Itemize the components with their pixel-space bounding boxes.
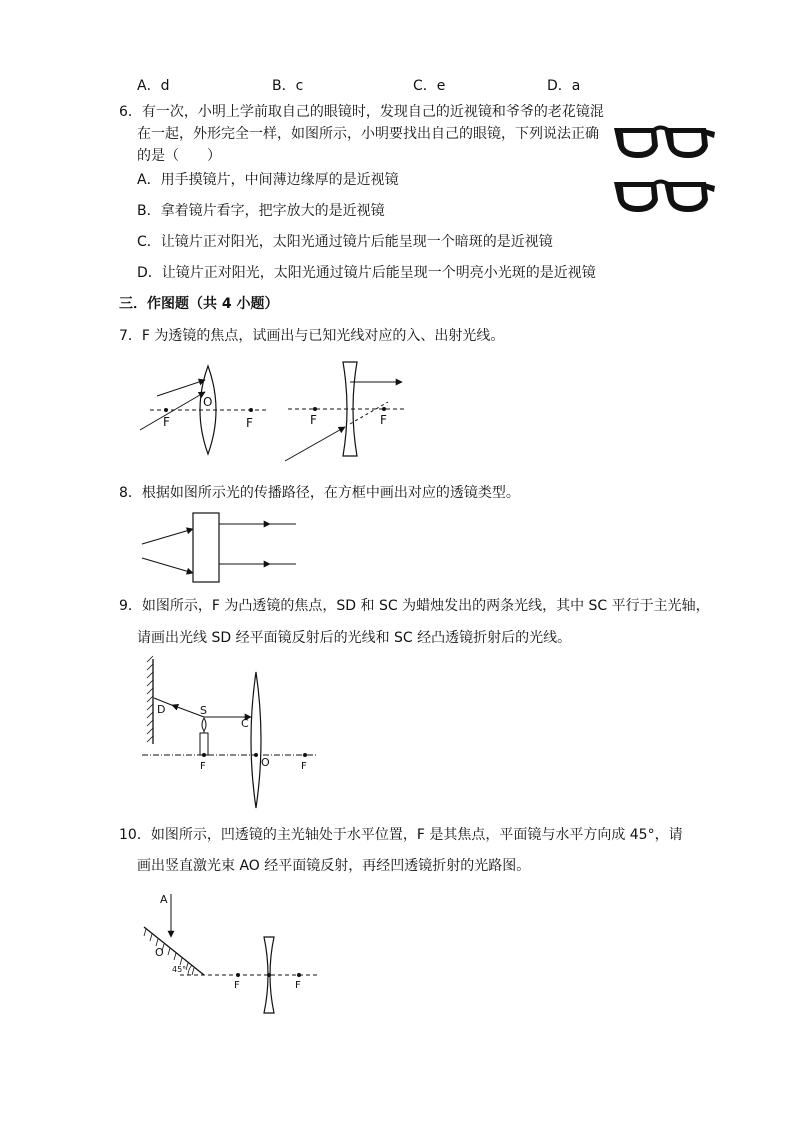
q9-stem-line-2: 请画出光线 SD 经平面镜反射后的光线和 SC 经凸透镜折射后的光线。: [137, 630, 572, 646]
q6-option-d: D．让镜片正对阳光，太阳光通过镜片后能呈现一个明亮小光斑的是近视镜: [137, 265, 596, 281]
q8-incoming-ray-1: [142, 529, 193, 544]
q9-candle-flame: [202, 718, 206, 731]
q6-stem-line-1: 6．有一次，小明上学前取自己的眼镜时，发现自己的近视镜和爷爷的老花镜混: [119, 104, 604, 120]
q9-focus-left: [202, 753, 206, 757]
q7-concave-label-f-right: F: [380, 413, 387, 427]
q7-figure-concave-lens: [280, 360, 410, 465]
q9-focus-right: [303, 753, 307, 757]
q9-convex-lens: [251, 672, 261, 808]
q9-label-f-left: F: [200, 761, 206, 772]
q10-stem-line-1: 10．如图所示，凹透镜的主光轴处于水平位置，F 是其焦点，平面镜与水平方向成 45°，请: [119, 827, 683, 843]
q10-mirror-hatching: [144, 929, 194, 975]
q9-label-f-right: F: [301, 761, 307, 772]
q7-convex-focus-right: [249, 408, 253, 412]
q9-optical-center: [254, 753, 258, 757]
glasses-image-top: [612, 120, 716, 164]
q8-lens-box: [193, 513, 219, 582]
q10-focus-left: [236, 973, 240, 977]
section-3-title: 三．作图题（共 4 小题）: [119, 296, 279, 312]
q10-label-a: A: [160, 893, 168, 906]
q7-convex-ray-2: [140, 392, 205, 430]
q7-convex-focus-left: [164, 408, 168, 412]
q10-label-f-right: F: [295, 980, 301, 991]
q6-option-a: A．用手摸镜片，中间薄边缘厚的是近视镜: [137, 172, 399, 188]
q6-stem-line-2: 在一起，外形完全一样，如图所示，小明要找出自己的眼镜，下列说法正确: [137, 126, 599, 142]
q6-stem-line-3: 的是（ ）: [137, 148, 221, 164]
q7-convex-label-f-right: F: [246, 416, 253, 430]
q10-label-f-left: F: [234, 980, 240, 991]
q7-concave-focus-right: [382, 407, 386, 411]
q10-optical-center: [267, 973, 271, 977]
q9-figure-candle-mirror-lens: [140, 655, 320, 815]
q9-label-c: C: [241, 717, 249, 730]
q9-label-d: D: [157, 703, 166, 716]
q9-stem-line-1: 9．如图所示，F 为凸透镜的焦点，SD 和 SC 为蜡烛发出的两条光线，其中 SC 平行于主光轴，: [119, 598, 710, 614]
q8-stem: 8．根据如图所示光的传播路径，在方框中画出对应的透镜类型。: [119, 485, 520, 501]
q7-convex-ray-1: [157, 380, 205, 396]
q10-focus-right: [297, 973, 301, 977]
q7-convex-label-f-left: F: [163, 415, 170, 429]
q9-candle-body: [200, 733, 208, 755]
q5-option-a: A．d: [137, 78, 170, 94]
q10-figure-mirror-concave-lens: [140, 886, 325, 1021]
q8-incoming-ray-2: [142, 558, 193, 573]
q10-label-o: O: [155, 946, 164, 959]
q10-label-angle: 45°: [172, 965, 187, 974]
q6-option-b: B．拿着镜片看字，把字放大的是近视镜: [137, 203, 385, 219]
q7-stem: 7．F 为透镜的焦点，试画出与已知光线对应的入、出射光线。: [119, 328, 505, 344]
q7-concave-label-f-left: F: [310, 413, 317, 427]
q5-option-c: C．e: [413, 78, 446, 94]
q10-stem-line-2: 画出竖直激光束 AO 经平面镜反射，再经凹透镜折射的光路图。: [137, 858, 531, 874]
q7-concave-ray-in: [285, 427, 345, 461]
q9-mirror-hatching: [147, 656, 153, 742]
q9-label-s: S: [200, 704, 207, 717]
q7-figure-convex-lens: [130, 360, 280, 460]
q9-label-o: O: [261, 756, 270, 769]
q10-angle-arc: [188, 965, 192, 975]
q5-option-b: B．c: [272, 78, 304, 94]
q7-convex-label-o: O: [203, 395, 213, 409]
q7-concave-focus-left: [313, 407, 317, 411]
q8-figure-lens-box: [138, 508, 300, 588]
glasses-image-bottom: [612, 174, 716, 218]
q6-option-c: C．让镜片正对阳光，太阳光通过镜片后能呈现一个暗斑的是近视镜: [137, 234, 553, 250]
q5-option-d: D．a: [547, 78, 581, 94]
